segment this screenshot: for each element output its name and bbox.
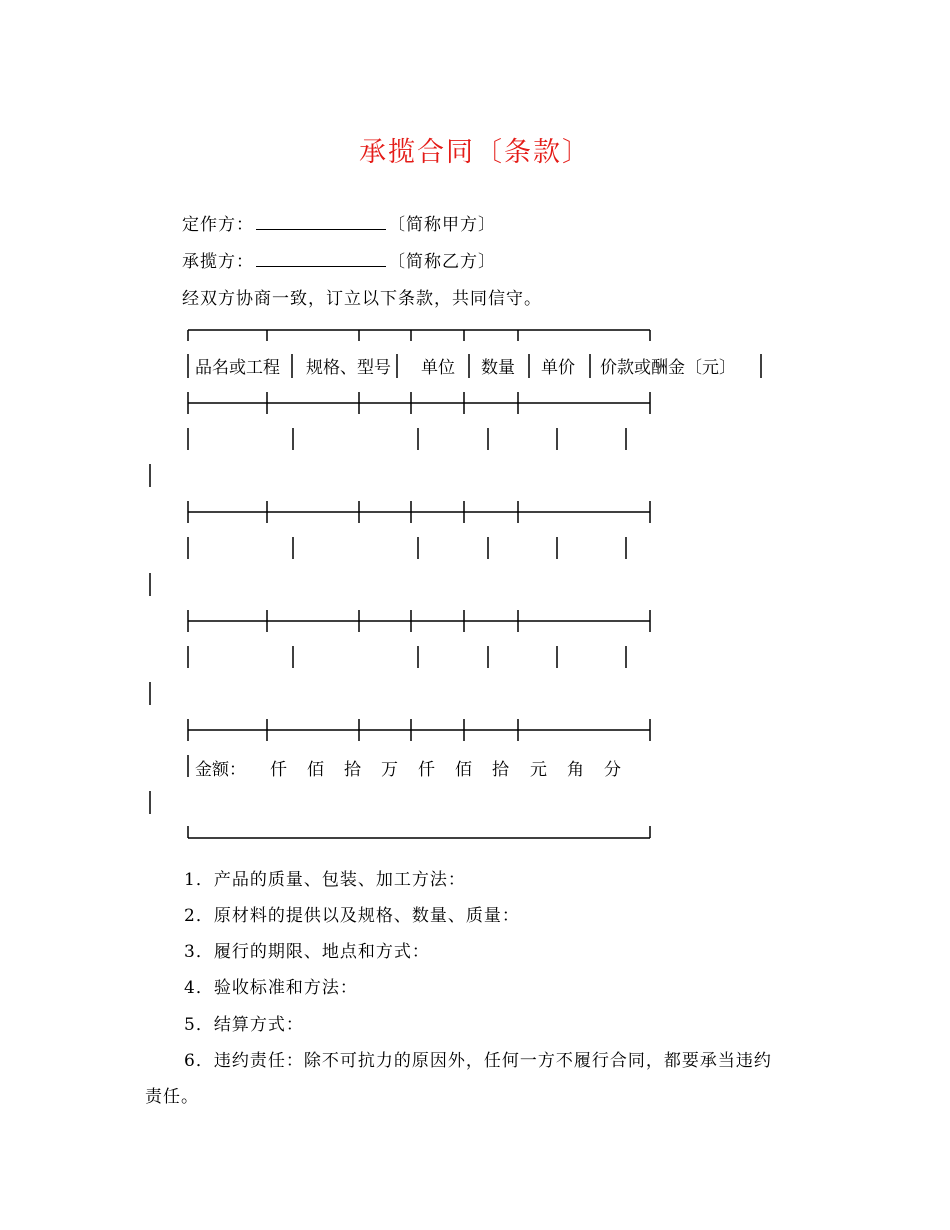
- client-label: 定作方：: [182, 215, 254, 235]
- clause-4: 4．验收标准和方法：: [184, 978, 358, 998]
- clause-5: 5．结算方式：: [184, 1015, 304, 1035]
- clause-2: 2．原材料的提供以及规格、数量、质量：: [184, 906, 520, 926]
- intro-text: 经双方协商一致，订立以下条款，共同信守。: [182, 289, 542, 309]
- clause-1: 1．产品的质量、包装、加工方法：: [184, 870, 466, 890]
- header-total: 价款或酬金〔元〕: [600, 358, 736, 378]
- header-spec: 规格、型号: [306, 358, 391, 378]
- amount-unit: 佰: [455, 760, 472, 780]
- amount-unit: 佰: [307, 760, 324, 780]
- amount-unit: 拾: [492, 760, 509, 780]
- header-quantity: 数量: [481, 358, 515, 378]
- amount-unit: 角: [567, 760, 584, 780]
- contractor-label: 承揽方：: [182, 252, 254, 272]
- header-product: 品名或工程: [195, 358, 280, 378]
- client-suffix: 〔简称甲方〕: [388, 215, 496, 235]
- header-unit: 单位: [421, 358, 455, 378]
- table-row: [150, 646, 626, 705]
- amount-unit: 仟: [270, 760, 287, 780]
- amount-unit: 仟: [418, 760, 435, 780]
- amount-unit: 拾: [344, 760, 361, 780]
- amount-label: 金额：: [195, 760, 246, 780]
- clause-3: 3．履行的期限、地点和方式：: [184, 942, 430, 962]
- clause-6: 6．违约责任：除不可抗力的原因外，任何一方不履行合同，都要承当违约: [184, 1051, 772, 1071]
- contractor-suffix: 〔简称乙方〕: [388, 252, 496, 272]
- amount-unit: 分: [604, 760, 621, 780]
- amount-unit: 万: [381, 760, 398, 780]
- header-unit-price: 单价: [541, 358, 575, 378]
- document-title: 承揽合同〔条款〕: [359, 137, 591, 168]
- table-separator: [188, 392, 650, 414]
- table-row: [150, 428, 626, 487]
- clause-6-continuation: 责任。: [145, 1087, 199, 1107]
- amount-unit: 元: [530, 760, 547, 780]
- table-row: [150, 537, 626, 596]
